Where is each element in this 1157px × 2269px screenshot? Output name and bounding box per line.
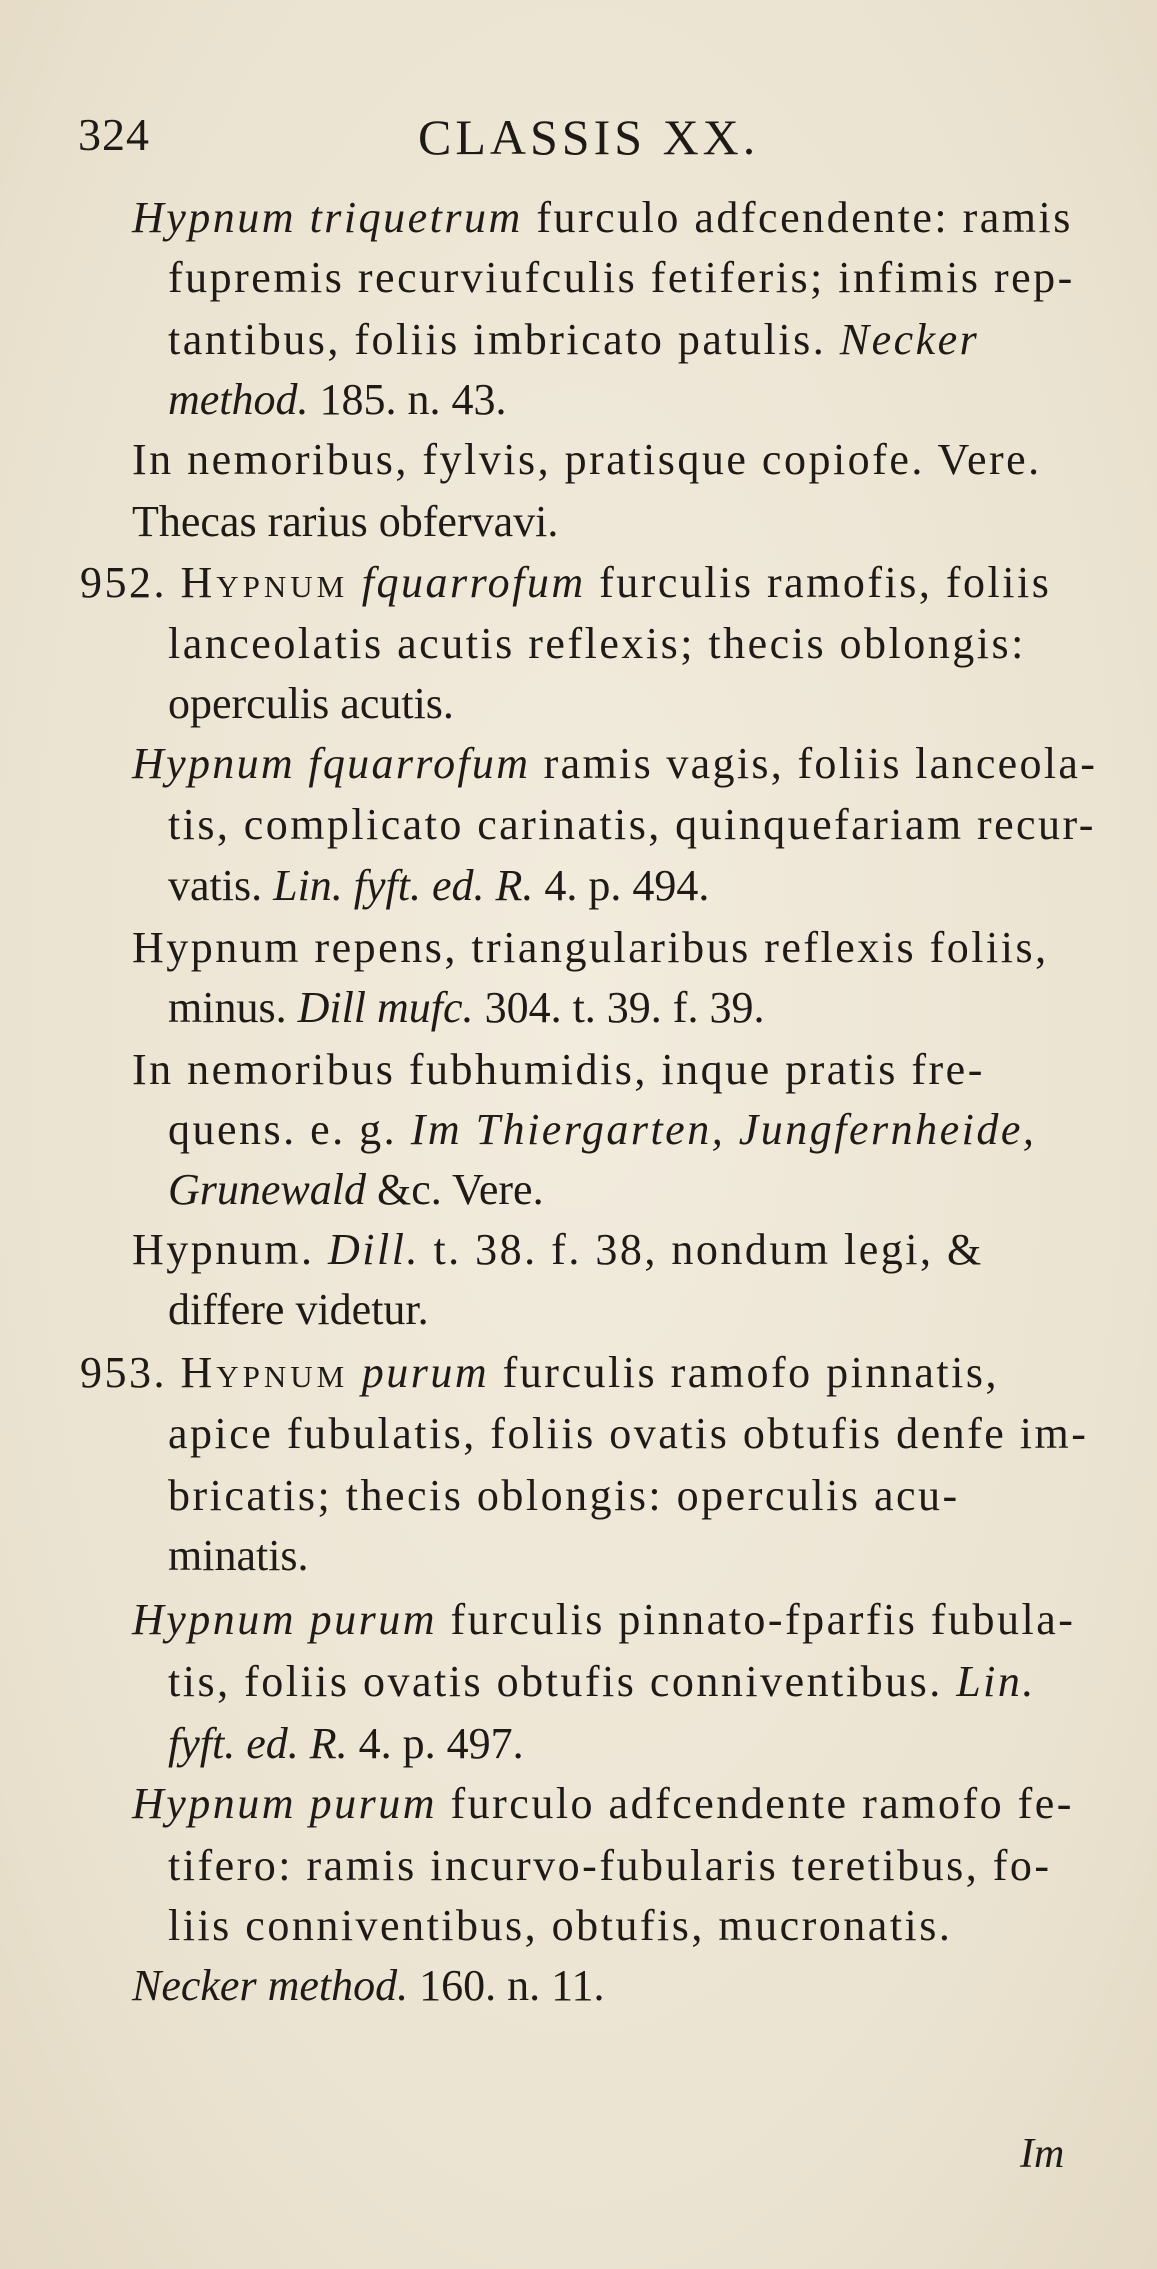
italic-text: Hypnum purum [132, 1595, 437, 1644]
catchword: Im [1020, 2131, 1065, 2177]
text-line [168, 1898, 952, 1954]
text-line [132, 1042, 985, 1098]
italic-text: fyft. ed. R. [168, 1719, 348, 1768]
text-segment: furculis pinnato-fparfis fubula- [436, 1595, 1076, 1644]
text-segment: &c. Vere. [366, 1165, 544, 1214]
text-segment: differe videtur. [168, 1285, 429, 1334]
text-line [168, 980, 764, 1036]
italic-text: Necker method. [132, 1961, 409, 2010]
text-line [132, 1592, 1075, 1648]
italic-text: Im Thiergarten, Jungfernheide, [410, 1105, 1037, 1154]
text-segment: Hypnum. [132, 1225, 328, 1274]
text-segment: minatis. [168, 1531, 309, 1580]
text-line [168, 797, 1096, 853]
text-line [168, 250, 1075, 306]
text-segment: furculis ramofis, foliis [585, 558, 1052, 607]
text-segment: In nemoribus, fylvis, pratisque copiofe. Vere. [132, 435, 1042, 484]
italic-text: Dill mufc. [297, 983, 474, 1032]
text-segment: quens. e. g. [168, 1105, 411, 1154]
text-line [168, 1654, 1036, 1710]
text-segment: lanceolatis acutis reflexis; thecis oblongis: [168, 619, 1026, 668]
italic-text: purum [361, 1348, 490, 1397]
text-line [168, 1406, 1088, 1462]
text-line [80, 1345, 999, 1401]
text-segment: 304. t. 39. f. 39. [473, 983, 765, 1032]
text-line [168, 1838, 1052, 1894]
text-line [168, 858, 709, 914]
italic-text: Hypnum fquarrofum [132, 739, 531, 788]
text-line [168, 372, 507, 428]
text-segment: 160. n. 11. [408, 1961, 605, 2010]
text-segment: 952. [80, 558, 181, 607]
text-line [168, 312, 979, 368]
text-line [132, 1958, 605, 2014]
text-line [168, 1102, 1036, 1158]
text-line [80, 555, 1051, 611]
text-segment: furculis ramofo pinnatis, [489, 1348, 999, 1397]
italic-text: Necker [839, 315, 980, 364]
text-line [168, 1162, 544, 1218]
text-line [168, 616, 1026, 672]
text-line [132, 736, 1097, 792]
text-segment: liis conniventibus, obtufis, mucronatis. [168, 1901, 953, 1950]
text-segment: 4. p. 497. [347, 1719, 524, 1768]
text-line [132, 190, 1073, 246]
text-segment: Hypnum repens, triangularibus reflexis foliis, [132, 923, 1049, 972]
text-segment: vatis. [168, 861, 274, 910]
text-line [132, 1776, 1074, 1832]
italic-text: Lin. fyft. ed. R. [273, 861, 534, 910]
text-line [132, 1222, 984, 1278]
text-segment: Thecas rarius obfervavi. [132, 497, 559, 546]
page-number: 324 [78, 109, 150, 160]
small-caps-text: Hypnum [180, 1348, 349, 1397]
page-header [0, 108, 1157, 178]
text-segment: bricatis; thecis oblongis: operculis acu- [168, 1471, 960, 1520]
text-line [168, 1282, 429, 1338]
text-segment: tantibus, foliis imbricato patulis. [168, 315, 840, 364]
text-segment: furculo adfcendente: ramis [522, 193, 1073, 242]
running-head: CLASSIS XX. [418, 109, 760, 165]
text-segment: 4. p. 494. [533, 861, 710, 910]
italic-text: method. [168, 375, 309, 424]
text-segment: In nemoribus fubhumidis, inque pratis fre- [132, 1045, 985, 1094]
text-segment: 953. [80, 1348, 181, 1397]
text-segment: t. 38. f. 38, nondum legi, & [419, 1225, 984, 1274]
text-segment [348, 1348, 362, 1397]
italic-text: Grunewald [168, 1165, 366, 1214]
text-segment: furculo adfcendente ramofo fe- [436, 1779, 1074, 1828]
text-line [132, 432, 1042, 488]
text-segment: tis, complicato carinatis, quinquefariam recur- [168, 800, 1096, 849]
text-segment: operculis acutis. [168, 679, 454, 728]
text-line [132, 920, 1049, 976]
text-segment: tis, foliis ovatis obtufis conniventibus. [168, 1657, 957, 1706]
text-segment [348, 558, 362, 607]
text-line [168, 676, 454, 732]
italic-text: Dill. [328, 1225, 420, 1274]
small-caps-text: Hypnum [180, 558, 349, 607]
text-line [132, 494, 558, 550]
text-segment: apice fubulatis, foliis ovatis obtufis denfe im- [168, 1409, 1089, 1458]
text-segment: fupremis recurviufculis fetiferis; infimis rep- [168, 253, 1075, 302]
text-line [168, 1468, 960, 1524]
text-line [168, 1528, 309, 1584]
text-segment: minus. [168, 983, 298, 1032]
italic-text: Hypnum purum [132, 1779, 437, 1828]
italic-text: Hypnum triquetrum [132, 193, 523, 242]
italic-text: fquarrofum [361, 558, 586, 607]
text-segment: ramis vagis, foliis lanceola- [530, 739, 1098, 788]
text-line [168, 1716, 524, 1772]
text-segment: 185. n. 43. [308, 375, 507, 424]
text-segment: tifero: ramis incurvo-fubularis teretibus, fo- [168, 1841, 1052, 1890]
italic-text: Lin. [956, 1657, 1036, 1706]
